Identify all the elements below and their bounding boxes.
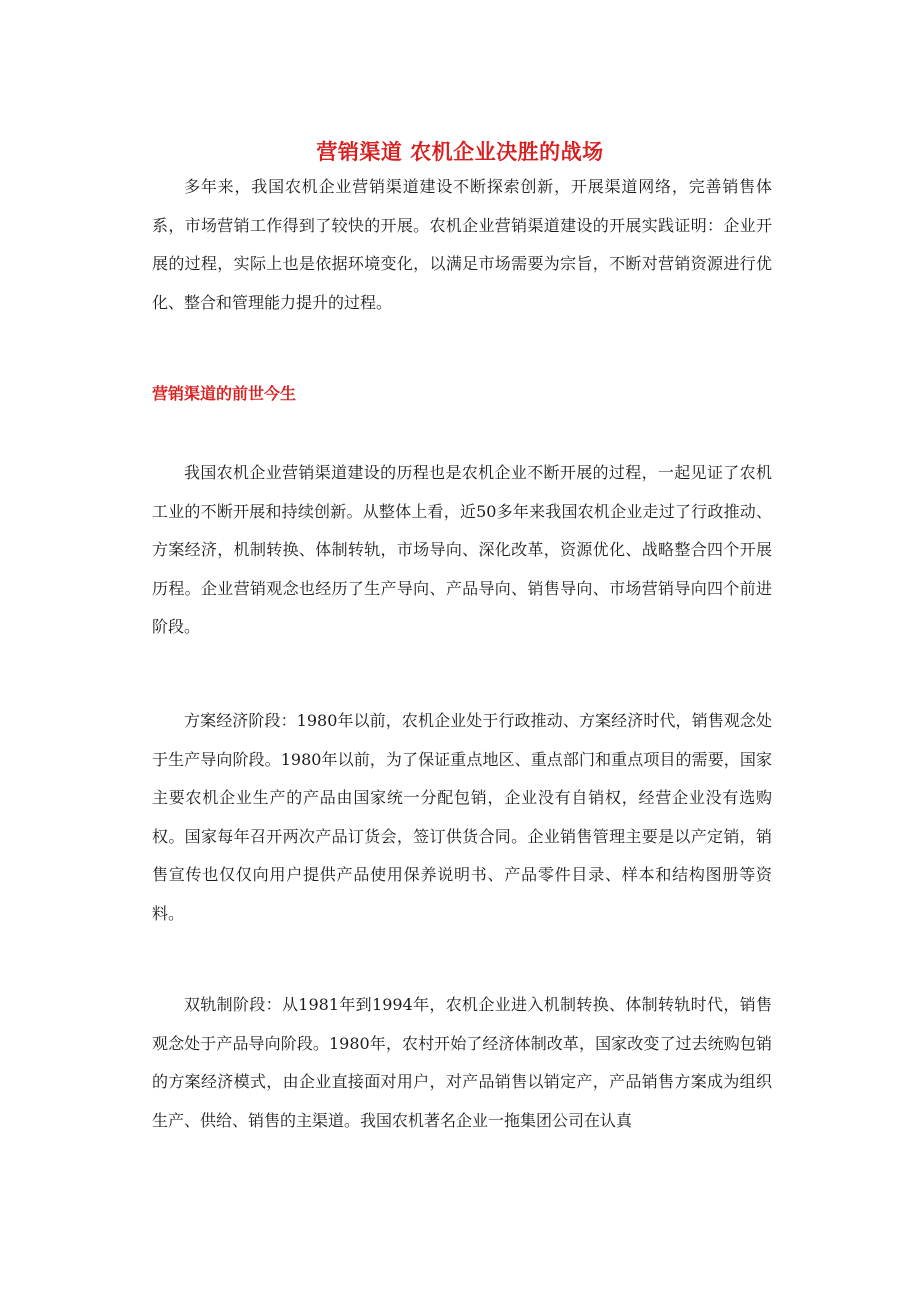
section-heading: 营销渠道的前世今生 — [152, 384, 297, 403]
history-paragraph: 我国农机企业营销渠道建设的历程也是农机企业不断开展的过程，一起见证了农机工业的不断开展和持续创新。从整体上看，近50多年来我国农机企业走过了行政推动、方案经济，机制转换、体制转轨，市场导向、深化改革，资源优化、战略整合四个开展历程。企业营销观念也经历了生产导向、产品导向、销售导向、市场营销导向四个前进阶段。 — [152, 463, 772, 636]
document-title: 营销渠道 农机企业决胜的战场 — [316, 139, 604, 165]
intro-paragraph: 多年来，我国农机企业营销渠道建设不断探索创新，开展渠道网络，完善销售体系，市场营销工作得到了较快的开展。农机企业营销渠道建设的开展实践证明：企业开展的过程，实际上也是依据环境变化，以满足市场需要为宗旨，不断对营销资源进行优化、整合和管理能力提升的过程。 — [152, 177, 772, 312]
dual-track-paragraph: 双轨制阶段：从1981年到1994年，农机企业进入机制转换、体制转轨时代，销售观念处于产品导向阶段。1980年，农村开始了经济体制改革，国家改变了过去统购包销的方案经济模式，由企业直接面对用户，对产品销售以销定产，产品销售方案成为组织生产、供给、销售的主渠道。我国农机著名企业一拖集团公司在认真 — [152, 995, 772, 1130]
planned-economy-paragraph: 方案经济阶段：1980年以前，农机企业处于行政推动、方案经济时代，销售观念处于生产导向阶段。1980年以前，为了保证重点地区、重点部门和重点项目的需要，国家主要农机企业生产的产品由国家统一分配包销，企业没有自销权，经营企业没有选购权。国家每年召开两次产品订货会，签订供货合同。企业销售管理主要是以产定销，销售宣传也仅仅向用户提供产品使用保养说明书、产品零件目录、样本和结构图册等资料。 — [152, 711, 772, 923]
